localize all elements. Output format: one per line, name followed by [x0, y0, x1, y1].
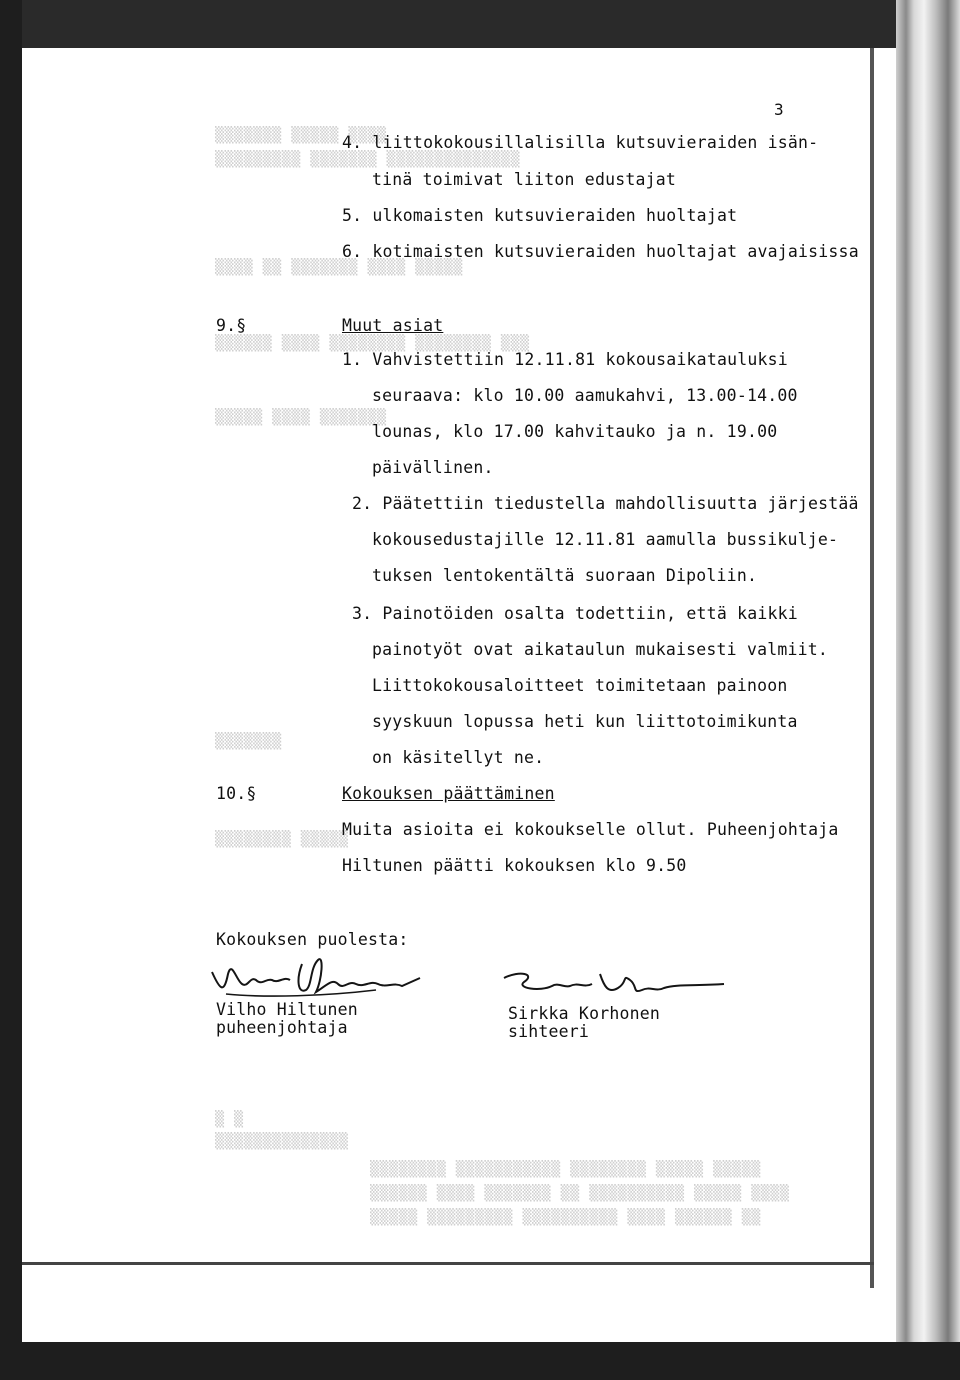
bleed-through-text: ▒▒▒▒▒▒▒▒ ▒▒▒▒▒ — [215, 830, 349, 848]
section-9-para-1-line-2: seuraava: klo 10.00 aamukahvi, 13.00-14.00 — [372, 386, 798, 405]
bleed-through-text: ▒▒▒▒▒ ▒▒▒▒ ▒▒▒▒▒▒▒ — [215, 408, 387, 426]
section-9-para-2-line-3: tuksen lentokentältä suoraan Dipoliin. — [372, 566, 758, 585]
scan-border-left — [0, 0, 22, 1380]
list-item-6: 6. kotimaisten kutsuvieraiden huoltajat avajaisissa — [342, 242, 859, 261]
list-item-4-line-2: tinä toimivat liiton edustajat — [372, 170, 677, 189]
scan-border-right-line — [870, 48, 874, 1288]
bleed-through-text: ▒ ▒ — [215, 1110, 244, 1128]
section-9-para-3-line-5: on käsitellyt ne. — [372, 748, 545, 767]
section-9-number: 9.§ — [216, 316, 247, 335]
bleed-through-text: ▒▒▒▒▒▒▒▒▒ ▒▒▒▒▒▒▒ ▒▒▒▒▒▒▒▒▒▒▒▒▒▒ — [215, 150, 520, 168]
bleed-through-text: ▒▒▒▒▒▒▒ — [215, 732, 282, 750]
bleed-through-text: ▒▒▒▒▒▒▒ ▒▒▒▒▒ ▒▒▒▒ — [215, 126, 387, 144]
section-9-para-3-line-4: syyskuun lopussa heti kun liittotoimikunta — [372, 712, 798, 731]
right-signatory-role: sihteeri — [508, 1022, 590, 1041]
section-9-para-1-line-1: 1. Vahvistettiin 12.11.81 kokousaikatauluksi — [342, 350, 788, 369]
list-item-4-line-1: 4. liittokokousillalisilla kutsuvieraiden isän- — [342, 133, 819, 152]
section-10-heading: Kokouksen päättäminen — [342, 784, 555, 803]
section-10-line-2: Hiltunen päätti kokouksen klo 9.50 — [342, 856, 687, 875]
bleed-through-text: ▒▒▒▒▒▒▒▒▒▒▒▒▒▒ — [215, 1132, 349, 1150]
bleed-through-text: ▒▒▒▒ ▒▒ ▒▒▒▒▒▒▒ ▒▒▒▒ ▒▒▒▒▒ — [215, 258, 463, 276]
scan-border-bottom-line — [22, 1262, 874, 1265]
section-10-number: 10.§ — [216, 784, 257, 803]
scan-border-top — [0, 0, 960, 48]
right-handwritten-signature — [500, 966, 730, 1000]
section-9-para-2-line-2: kokousedustajille 12.11.81 aamulla bussikulje- — [372, 530, 839, 549]
bleed-through-text: ▒▒▒▒▒ ▒▒▒▒▒▒▒▒▒ ▒▒▒▒▒▒▒▒▒▒ ▒▒▒▒ ▒▒▒▒▒▒ ▒▒ — [370, 1208, 761, 1226]
left-signatory-role: puheenjohtaja — [216, 1018, 348, 1037]
section-9-para-1-line-3: lounas, klo 17.00 kahvitauko ja n. 19.00 — [372, 422, 778, 441]
bleed-through-text: ▒▒▒▒▒▒ ▒▒▒▒ ▒▒▒▒▒▒▒ ▒▒ ▒▒▒▒▒▒▒▒▒▒ ▒▒▒▒▒ ▒▒▒▒ — [370, 1184, 790, 1202]
section-9-para-1-line-4: päivällinen. — [372, 458, 494, 477]
section-9-para-3-line-2: painotyöt ovat aikataulun mukaisesti valmiit. — [372, 640, 829, 659]
scan-border-right — [896, 0, 960, 1380]
left-handwritten-signature — [206, 950, 426, 1004]
bleed-through-text: ▒▒▒▒▒▒▒▒ ▒▒▒▒▒▒▒▒▒▒▒ ▒▒▒▒▒▒▒▒ ▒▒▒▒▒ ▒▒▒▒▒ — [370, 1160, 761, 1178]
section-9-para-3-line-1: 3. Painotöiden osalta todettiin, että kaikki — [352, 604, 798, 623]
bleed-through-text: ▒▒▒▒▒▒ ▒▒▒▒ ▒▒▒▒▒▒▒▒ ▒▒▒▒▒▒▒▒ ▒▒▒ — [215, 334, 530, 352]
list-item-5: 5. ulkomaisten kutsuvieraiden huoltajat — [342, 206, 738, 225]
section-10-line-1: Muita asioita ei kokoukselle ollut. Puheenjohtaja — [342, 820, 839, 839]
page-number: 3 — [774, 100, 784, 119]
scan-border-bottom — [0, 1342, 960, 1380]
left-signatory-name: Vilho Hiltunen — [216, 1000, 358, 1019]
section-9-heading: Muut asiat — [342, 316, 444, 335]
right-signatory-name: Sirkka Korhonen — [508, 1004, 661, 1023]
section-9-para-3-line-3: Liittokokousaloitteet toimitetaan painoon — [372, 676, 788, 695]
on-behalf-label: Kokouksen puolesta: — [216, 930, 409, 949]
section-9-para-2-line-1: 2. Päätettiin tiedustella mahdollisuutta järjestää — [352, 494, 859, 513]
